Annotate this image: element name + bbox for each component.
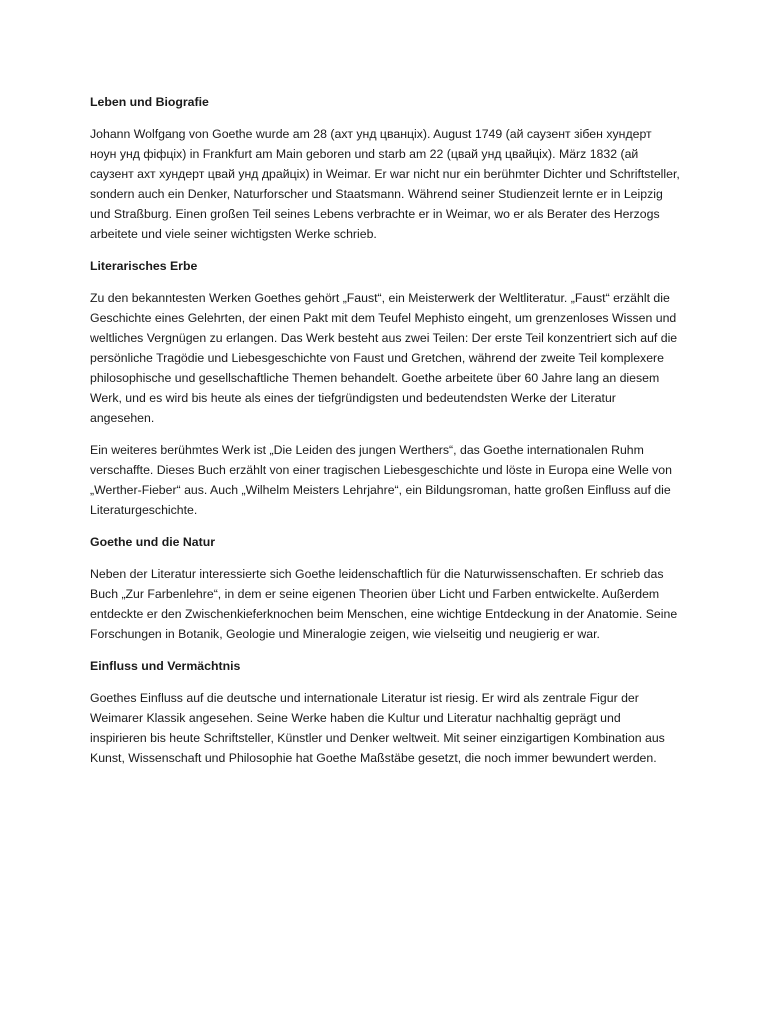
paragraph: Ein weiteres berühmtes Werk ist „Die Leiden des jungen Werthers“, das Goethe internationalen Ruhm verschaffte. Dieses Buch erzählt von einer tragischen Liebesgeschichte und löste in Europa eine Welle von „Werther-Fieber“ aus. Auch „Wilhelm Meisters Lehrjahre“, ein Bildungsroman, hatte großen Einfluss auf die Literaturgeschichte. bbox=[90, 443, 672, 517]
section-heading: Literarisches Erbe bbox=[90, 259, 198, 273]
section-heading: Leben und Biografie bbox=[90, 95, 209, 109]
paragraph: Neben der Literatur interessierte sich Goethe leidenschaftlich für die Naturwissenschaften. Er schrieb das Buch „Zur Farbenlehre“, in dem er seine eigenen Theorien über Licht und Farben entwickelte. Außerdem entdeckte er den Zwischenkieferknochen beim Menschen, eine wichtige Entdeckung in der Anatomie. Seine Forschungen in Botanik, Geologie und Mineralogie zeigen, wie vielseitig und neugierig er war. bbox=[90, 567, 678, 641]
section-einfluss-und-vermaechtnis bbox=[90, 656, 680, 768]
section-heading: Einfluss und Vermächtnis bbox=[90, 659, 241, 673]
section-literarisches-erbe bbox=[90, 256, 680, 520]
document-page bbox=[90, 92, 680, 768]
paragraph: Johann Wolfgang von Goethe wurde am 28 (ахт унд цванцiх). August 1749 (ай саузент зiбен хундерт ноун унд фiфцiх) in Frankfurt am Main geboren und starb am 22 (цвай унд цвайцiх). März 1832 (ай саузент ахт хундерт цвай унд драйцiх) in Weimar. Er war nicht nur ein berühmter Dichter und Schriftsteller, sondern auch ein Denker, Naturforscher und Staatsmann. Während seiner Studienzeit lernte er in Leipzig und Straßburg. Einen großen Teil seines Lebens verbrachte er in Weimar, wo er als Berater des Herzogs arbeitete und viele seiner wichtigsten Werke schrieb. bbox=[90, 127, 680, 241]
paragraph: Goethes Einfluss auf die deutsche und internationale Literatur ist riesig. Er wird als zentrale Figur der Weimarer Klassik angesehen. Seine Werke haben die Kultur und Literatur nachhaltig geprägt und inspirieren bis heute Schriftsteller, Künstler und Denker weltweit. Mit seiner einzigartigen Kombination aus Kunst, Wissenschaft und Philosophie hat Goethe Maßstäbe gesetzt, die noch immer bewundert werden. bbox=[90, 691, 665, 765]
section-goethe-und-die-natur bbox=[90, 532, 680, 644]
section-leben-und-biografie bbox=[90, 92, 680, 244]
section-heading: Goethe und die Natur bbox=[90, 535, 216, 549]
paragraph: Zu den bekanntesten Werken Goethes gehört „Faust“, ein Meisterwerk der Weltliteratur. „Faust“ erzählt die Geschichte eines Gelehrten, der einen Pakt mit dem Teufel Mephisto eingeht, um grenzenloses Wissen und weltliches Vergnügen zu erlangen. Das Werk besteht aus zwei Teilen: Der erste Teil konzentriert sich auf die persönliche Tragödie und Liebesgeschichte von Faust und Gretchen, während der zweite Teil komplexere philosophische und gesellschaftliche Themen behandelt. Goethe arbeitete über 60 Jahre lang an diesem Werk, und es wird bis heute als eines der tiefgründigsten und bedeutendsten Werke der Literatur angesehen. bbox=[90, 291, 678, 425]
